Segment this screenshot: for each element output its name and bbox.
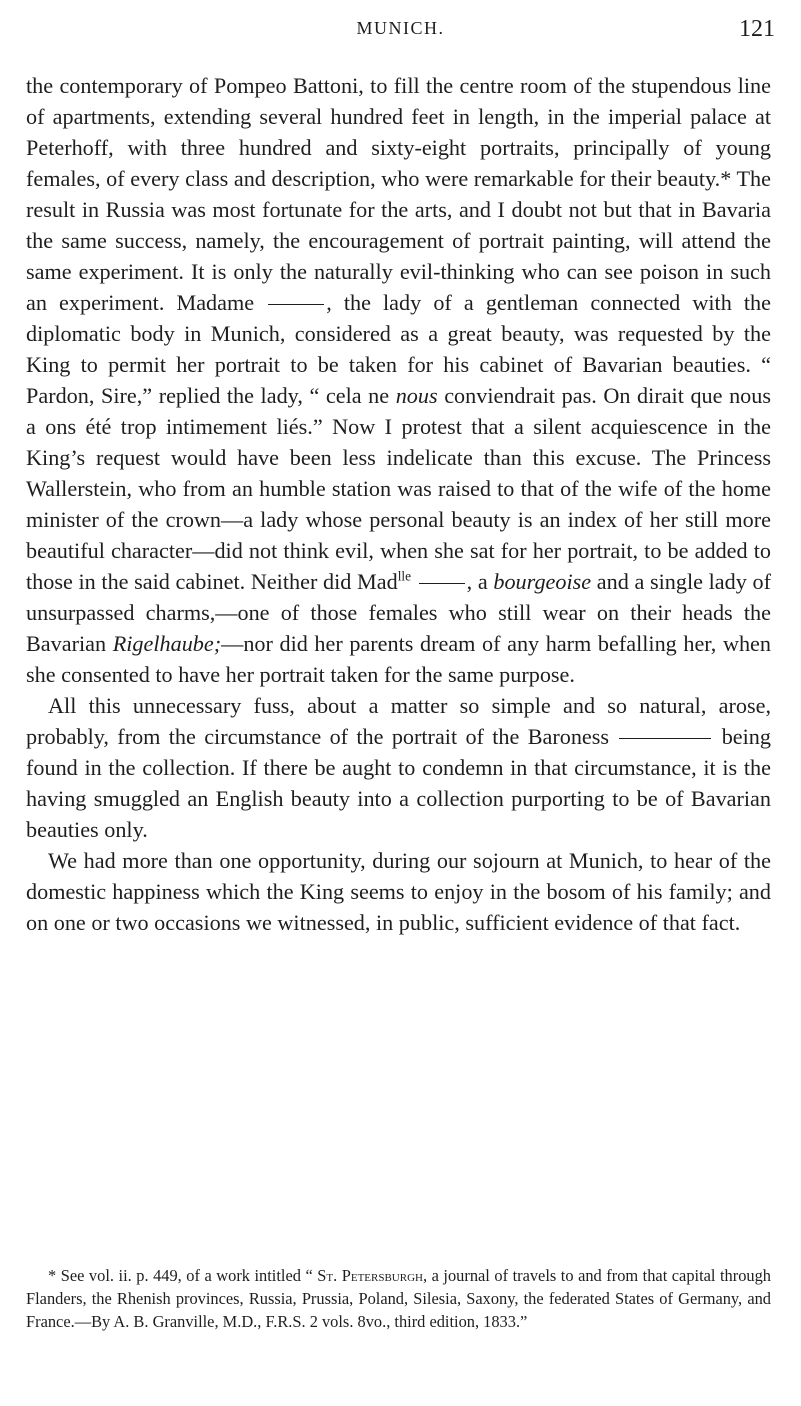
page-number: 121: [739, 16, 775, 42]
paragraph-1: the contemporary of Pompeo Battoni, to fill the centre room of the stupendous line of apartments, extending several hundred feet in length, in the imperial palace at Peterhoff, with three hundred and sixty-eight portraits, principally of young females, of every class and description, who were remarkable for their beauty.* The result in Russia was most fortunate for the arts, and I doubt not but that in Bavaria the same success, namely, the encouragement of portrait painting, will attend the same experiment. It is only the naturally evil-thinking who can see poison in such an experiment. Madame , the lady of a gentleman connected with the diplomatic body in Munich, considered as a great beauty, was requested by the King to permit her portrait to be taken for his cabinet of Bavarian beauties. “ Pardon, Sire,” replied the lady, “ cela ne nous conviendrait pas. On dirait que nous a ons été trop intimement liés.” Now I protest that a silent acquiescence in the King’s request would have been less indelicate than this excuse. The Princess Wallerstein, who from an humble station was raised to that of the wife of the home minister of the crown—a lady whose personal beauty is an index of her still more beautiful character—did not think evil, when she sat for her portrait, to be added to those in the said cabinet. Neither did Mad$^{lle}$ , a bourgeoise and a single lady of unsurpassed charms,—one of those females who still wear on their heads the Bavarian Rigelhaube;—nor did her parents dream of any harm befalling her, when she consented to have her portrait taken for the same purpose.: [26, 73, 772, 687]
name-omission-dash: [619, 738, 711, 739]
body-text: [26, 70, 771, 938]
name-omission-dash: [419, 583, 465, 584]
footnote-reference: *: [720, 166, 732, 191]
paragraph-2: All this unnecessary fuss, about a matter so simple and so natural, arose, probably, from the circumstance of the portrait of the Baroness being found in the collection. If there be aught to condemn in that circumstance, it is the having smuggled an English beauty into a collection purporting to be of Bavarian beauties only.: [26, 693, 771, 842]
name-omission-dash: [268, 304, 324, 305]
footnote: * See vol. ii. p. 449, of a work intitled “ St. Petersburgh, a journal of travels to and from that capital through Flanders, the Rhenish provinces, Russia, Prussia, Poland, Silesia, Saxony, the federated States of Germany, and France.—By A. B. Granville, M.D., F.R.S. 2 vols. 8vo., third edition, 1833.”: [26, 1266, 771, 1331]
page-header: [0, 18, 801, 58]
footnote-marker: *: [48, 1266, 57, 1285]
paragraph-3: We had more than one opportunity, during our sojourn at Munich, to hear of the domestic happiness which the King seems to enjoy in the bosom of his family; and on one or two occasions we witnessed, in public, sufficient evidence of that fact.: [26, 848, 771, 935]
running-title: MUNICH.: [356, 18, 445, 38]
